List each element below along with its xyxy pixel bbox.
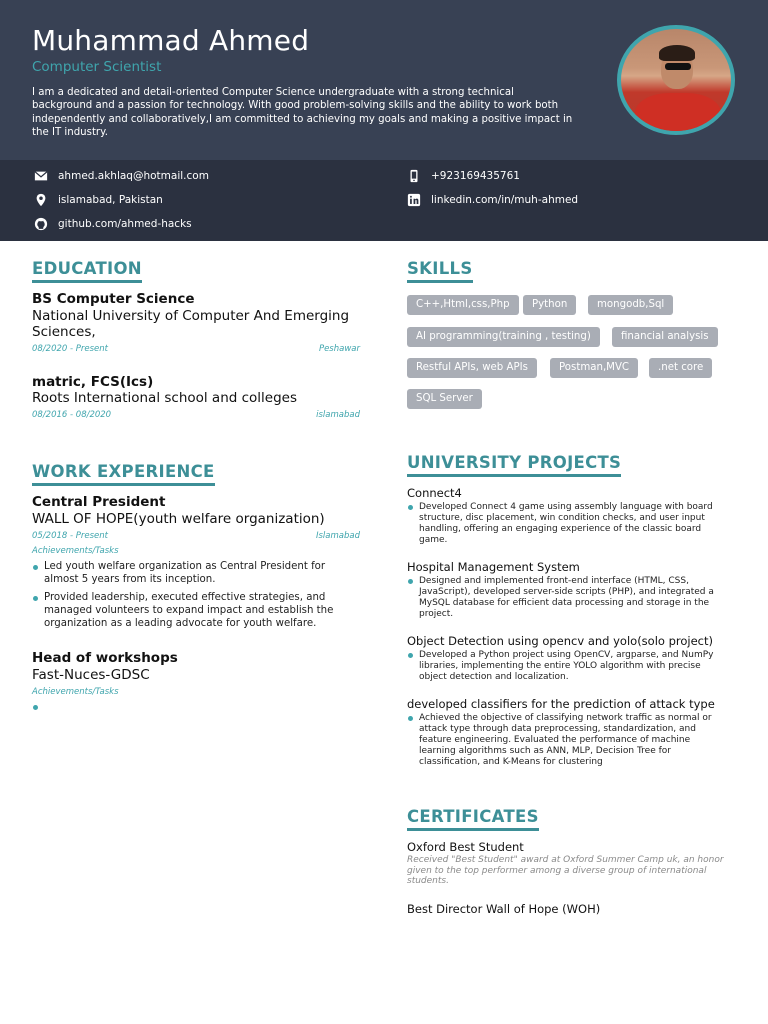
skill-tag: Postman,MVC (550, 358, 638, 378)
github-icon (34, 217, 48, 231)
contact-phone[interactable] (407, 169, 520, 183)
contact-bar (0, 160, 768, 241)
education-location: Peshawar (318, 344, 360, 354)
project-description: Developed Connect 4 game using assembly language with board structure, disc placement, win condition checks, and user input handling, offering an engaging experience of the classic board game. (408, 502, 728, 546)
skill-tag: AI programming(training , testing) (407, 327, 600, 347)
location-pin-icon (34, 193, 48, 207)
skill-tag: Restful APIs, web APIs (407, 358, 537, 378)
education-heading: EDUCATION (32, 259, 142, 283)
email-icon (34, 169, 48, 183)
education-dates: 08/2016 - 08/2020 (32, 410, 112, 420)
skill-tag: C++,Html,css,Php (407, 295, 519, 315)
empty-bullet (33, 705, 38, 710)
work-role: Central President (32, 494, 166, 510)
work-heading: WORK EXPERIENCE (32, 462, 215, 486)
education-dates: 08/2020 - Present (32, 344, 109, 354)
education-school: National University of Computer And Emerging Sciences, (32, 308, 350, 340)
work-organization: WALL OF HOPE(youth welfare organization) (32, 511, 325, 527)
contact-location (34, 193, 163, 207)
certificates-heading: CERTIFICATES (407, 807, 539, 831)
candidate-name: Muhammad Ahmed (32, 24, 310, 57)
skill-tag: .net core (649, 358, 712, 378)
list-item: Provided leadership, executed effective strategies, and managed volunteers to expand impact and establish the organization as a leading advocate for youth welfare. (32, 591, 347, 630)
project-title: Connect4 (407, 486, 462, 500)
work-organization: Fast-Nuces-GDSC (32, 667, 150, 683)
skill-tag: SQL Server (407, 389, 482, 409)
contact-linkedin-text: linkedin.com/in/muh-ahmed (431, 194, 579, 206)
summary-text: I am a dedicated and detail-oriented Computer Science undergraduate with a strong technical background and a passion for technology. With good problem-solving skills and the ability to work both independently and collaboratively,I am committed to achieving my goals and making a positive impact in the IT industry. (32, 87, 573, 139)
project-title: Object Detection using opencv and yolo(solo project) (407, 634, 713, 648)
contact-email-text: ahmed.akhlaq@hotmail.com (58, 170, 209, 182)
contact-github[interactable] (34, 217, 192, 231)
work-bullets (32, 560, 347, 635)
work-achievements-label: Achievements/Tasks (32, 687, 119, 697)
project-title: Hospital Management System (407, 560, 580, 574)
work-location: Islamabad (316, 531, 360, 541)
project-description: Achieved the objective of classifying network traffic as normal or attack type through data preprocessing, standardization, and feature engineering. Evaluated the performance of machine learning algorithms such as ANN, MLP, Decision Tree for classification, and K-Means for clustering (408, 713, 728, 768)
certificate-description: Received "Best Student" award at Oxford Summer Camp uk, an honor given to the top performer among a diverse group of international students. (407, 855, 724, 886)
skill-tag: mongodb,Sql (588, 295, 673, 315)
contact-linkedin[interactable] (407, 193, 578, 207)
education-degree: matric, FCS(Ics) (32, 374, 154, 390)
list-item: Led youth welfare organization as Central President for almost 5 years from its inception. (32, 560, 347, 586)
work-role: Head of workshops (32, 650, 178, 666)
linkedin-icon (407, 193, 421, 207)
education-location: islamabad (316, 410, 360, 420)
project-description: Designed and implemented front-end interface (HTML, CSS, JavaScript), developed server-side scripts (PHP), and integrated a MySQL database for efficient data processing and storage in the project. (408, 576, 728, 620)
contact-location-text: islamabad, Pakistan (58, 194, 163, 206)
phone-icon (407, 169, 421, 183)
project-title: developed classifiers for the prediction of attack type (407, 697, 715, 711)
work-dates: 05/2018 - Present (32, 531, 109, 541)
contact-phone-text: +923169435761 (431, 170, 520, 182)
certificate-title: Best Director Wall of Hope (WOH) (407, 902, 601, 916)
skill-tag: financial analysis (612, 327, 718, 347)
projects-heading: UNIVERSITY PROJECTS (407, 453, 621, 477)
education-school: Roots International school and colleges (32, 390, 298, 406)
certificate-title: Oxford Best Student (407, 840, 524, 854)
contact-github-text: github.com/ahmed-hacks (58, 218, 192, 230)
skill-tag: Python (523, 295, 576, 315)
work-achievements-label: Achievements/Tasks (32, 546, 119, 556)
project-description: Developed a Python project using OpenCV, argparse, and NumPy libraries, implementing the entire YOLO algorithm with precise object detection and localization. (408, 650, 728, 683)
profile-photo (617, 25, 735, 135)
candidate-title: Computer Scientist (32, 59, 162, 75)
education-degree: BS Computer Science (32, 291, 195, 307)
skills-heading: SKILLS (407, 259, 473, 283)
resume-header (0, 0, 768, 160)
contact-email[interactable] (34, 169, 209, 183)
